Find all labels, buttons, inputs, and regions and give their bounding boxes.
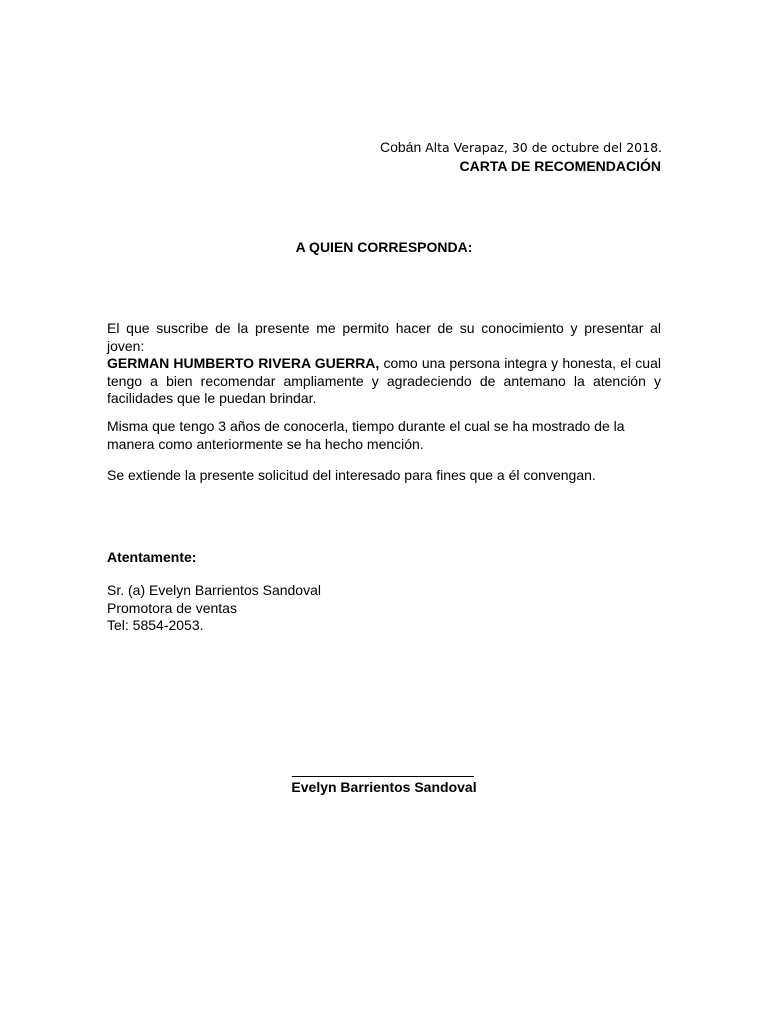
para1-rest: como una persona integra y honesta, el cual tengo a bien recomendar ampliamente y agradeciendo de antemano la atención y facilidades que le puedan brindar. (107, 355, 661, 406)
salutation: A QUIEN CORRESPONDA: (295, 239, 473, 255)
para1-intro: El que suscribe de la presente me permito hacer de su conocimiento y presentar al joven: (107, 320, 661, 354)
body-paragraph-2: Misma que tengo 3 años de conocerla, tiempo durante el cual se ha mostrado de la manera como anteriormente se ha hecho mención. (107, 418, 625, 452)
recommended-person-name: GERMAN HUMBERTO RIVERA GUERRA, (107, 355, 380, 371)
place-date: Alta Verapaz, 30 de octubre del 2018. (425, 140, 662, 155)
place-date-line (380, 138, 662, 157)
signer-phone: Tel: 5854-2053. (107, 617, 204, 633)
signer-position: Promotora de ventas (107, 599, 237, 616)
letter-title: CARTA DE RECOMENDACIÓN (459, 158, 661, 174)
body-paragraph-1 (107, 320, 661, 408)
signature-name: Evelyn Barrientos Sandoval (291, 779, 477, 795)
signer-block (107, 582, 321, 635)
signer-name: Sr. (a) Evelyn Barrientos Sandoval (107, 582, 321, 598)
place-city: Cobán (379, 139, 422, 155)
body-paragraph-3: Se extiende la presente solicitud del interesado para fines que a él convengan. (107, 467, 596, 483)
signature-line (292, 776, 474, 777)
closing: Atentamente: (107, 549, 197, 565)
